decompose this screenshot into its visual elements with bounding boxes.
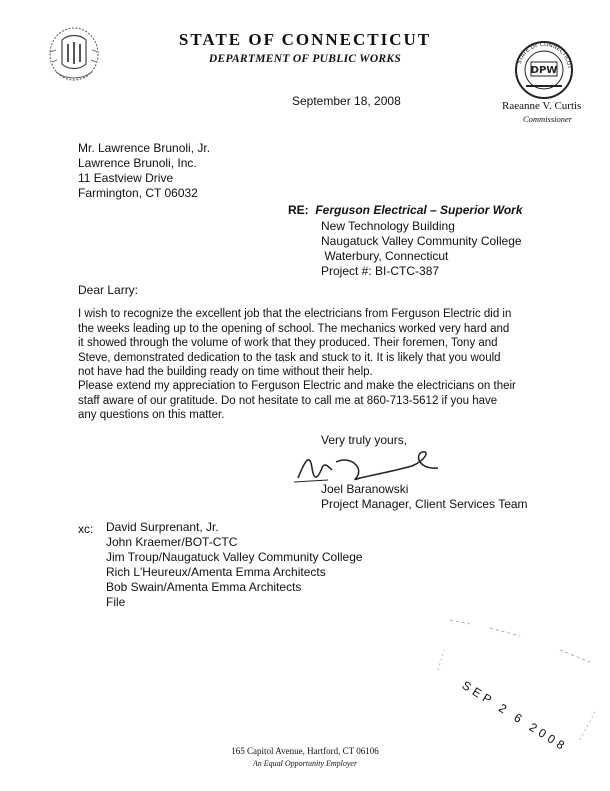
cc-label: xc: [78, 522, 94, 536]
cc-recipient: Rich L'Heureux/Amenta Emma Architects [106, 565, 326, 579]
signer-title: Project Manager, Client Services Team [321, 497, 528, 511]
seal-ring-text: STATE OF CONNECTICUT [516, 41, 573, 70]
signature-block [321, 482, 528, 512]
dpw-seal-logo [512, 38, 576, 102]
re-detail-line: Project #: BI-CTC-387 [321, 264, 440, 278]
letterhead-title: STATE OF CONNECTICUT [178, 30, 432, 49]
address-line: Lawrence Brunoli, Inc. [78, 156, 197, 170]
seal-dpw-text: DPW [530, 65, 558, 76]
footer-tagline: An Equal Opportunity Employer [252, 759, 358, 768]
commissioner-title: Commissioner [523, 114, 573, 124]
received-stamp-border [430, 610, 605, 750]
address-line: 11 Eastview Drive [78, 171, 174, 185]
re-details [321, 219, 522, 279]
letter-date: September 18, 2008 [292, 94, 401, 108]
cc-recipient: Bob Swain/Amenta Emma Architects [106, 580, 302, 594]
re-detail-line: Naugatuck Valley Community College [321, 234, 522, 248]
body-paragraph: I wish to recognize the excellent job that the electricians from Ferguson Electric did in the weeks leading up to the opening of school. The mechanics worked very hard and it showed through the volume of work that they produced. Their foremen, Tony and Steve, demonstrated dedication to the task and stuck to it. It is likely that you would not have had the building ready on time without their help. [78, 308, 512, 378]
address-line: Mr. Lawrence Brunoli, Jr. [78, 141, 211, 155]
re-label: RE: [288, 203, 309, 217]
re-detail-line: Waterbury, Connecticut [321, 249, 449, 263]
re-line [288, 203, 523, 218]
signer-name: Joel Baranowski [321, 482, 409, 496]
salutation: Dear Larry: [78, 283, 139, 297]
cc-recipient: David Surprenant, Jr. [106, 520, 219, 534]
closing: Very truly yours, [321, 433, 408, 447]
commissioner-name: Raeanne V. Curtis [502, 100, 582, 112]
cc-recipient: Jim Troup/Naugatuck Valley Community College [106, 550, 363, 564]
cc-list [106, 520, 363, 610]
re-subject: Ferguson Electrical – Superior Work [315, 203, 523, 217]
footer-address: 165 Capitol Avenue, Hartford, CT 06106 [231, 746, 379, 756]
received-date-stamp: SEP 2 6 2008 [459, 678, 571, 755]
re-detail-line: New Technology Building [321, 219, 455, 233]
recipient-address [78, 141, 210, 201]
address-line: Farmington, CT 06032 [78, 186, 198, 200]
body-paragraph: Please extend my appreciation to Ferguson Electric and make the electricians on their staff aware of our gratitude. Do not hesitate to call me at 860-713-5612 if you have any questions on this matter. [78, 380, 516, 421]
cc-recipient: John Kraemer/BOT-CTC [106, 535, 238, 549]
department-name: DEPARTMENT OF PUBLIC WORKS [208, 53, 402, 65]
cc-recipient: File [106, 595, 126, 609]
